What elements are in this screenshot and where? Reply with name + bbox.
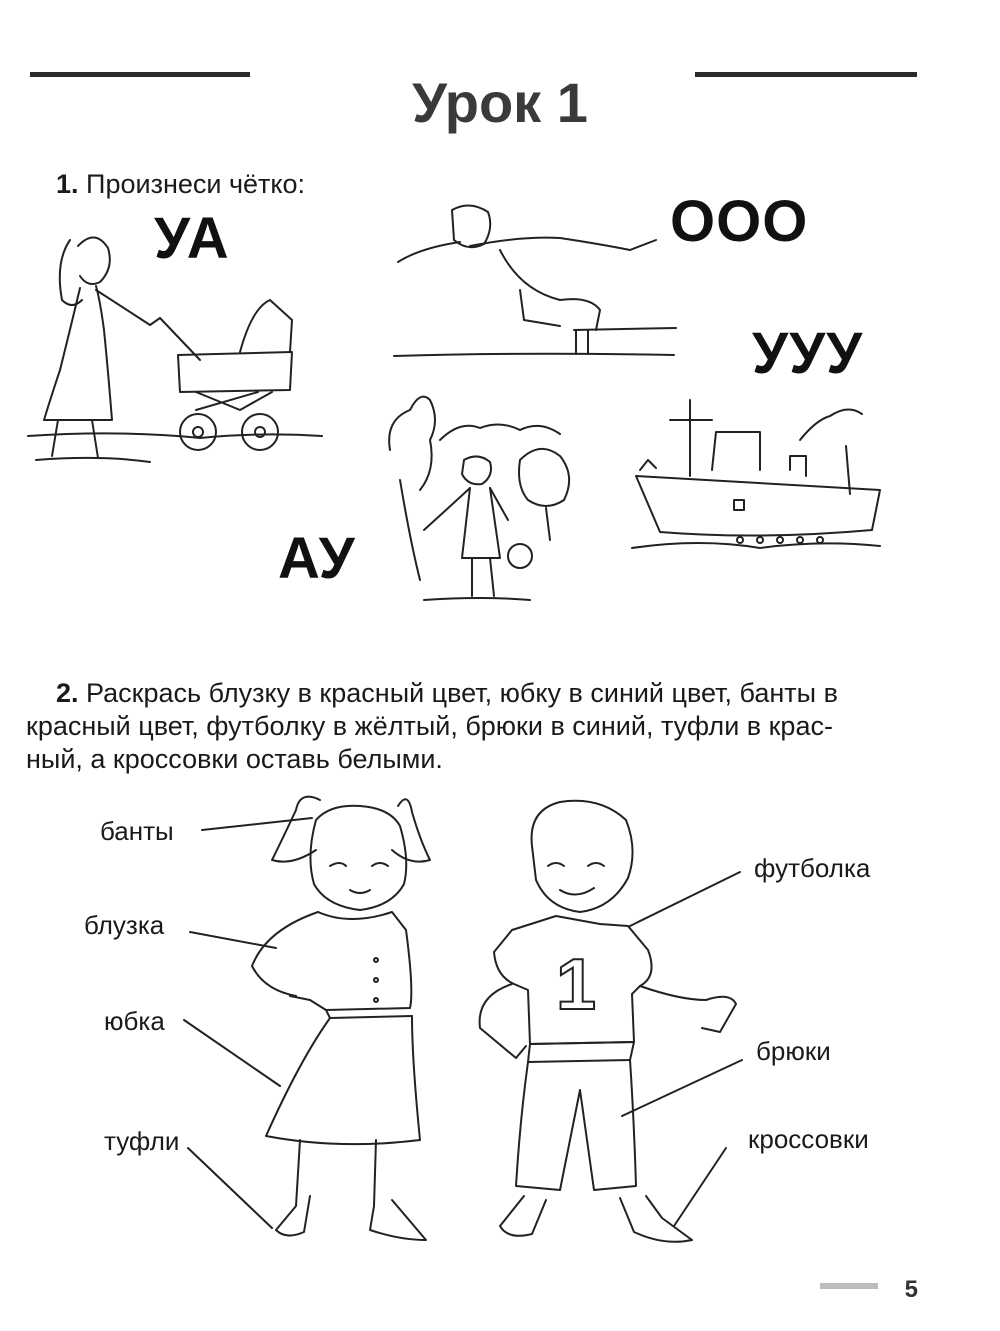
label-tshirt: футболка [754,853,871,883]
syllable-ua: УА [154,206,230,271]
label-trousers: брюки [756,1036,831,1066]
girl-figure-icon [252,797,430,1240]
syllable-au: АУ [278,526,356,591]
syllable-ooo: ООО [670,189,809,254]
tshirt-number: 1 [556,945,597,1025]
boy-figure-icon [480,801,736,1242]
page-number: 5 [904,1276,918,1303]
page-title: Урок 1 [412,71,588,134]
label-skirt: юбка [104,1006,165,1036]
task2-line2: красный цвет, футболку в жёлтый, брюки в синий, туфли в крас- [26,711,833,741]
task2-line3: ный, а кроссовки оставь белыми. [26,744,443,774]
task2-line1-text: Раскрась блузку в красный цвет, юбку в синий цвет, банты в [86,678,838,708]
label-pointer-lines [184,818,742,1228]
label-blouse: блузка [84,910,165,940]
syllable-uuu: УУУ [752,321,864,386]
task1-number: 1. [56,169,79,199]
label-sneakers: кроссовки [748,1124,869,1154]
task1-text: Произнеси чётко: [86,169,306,199]
label-bows: банты [100,816,174,846]
label-shoes: туфли [104,1126,180,1156]
task2-number: 2. [56,678,79,708]
page-number-bar [820,1283,878,1289]
